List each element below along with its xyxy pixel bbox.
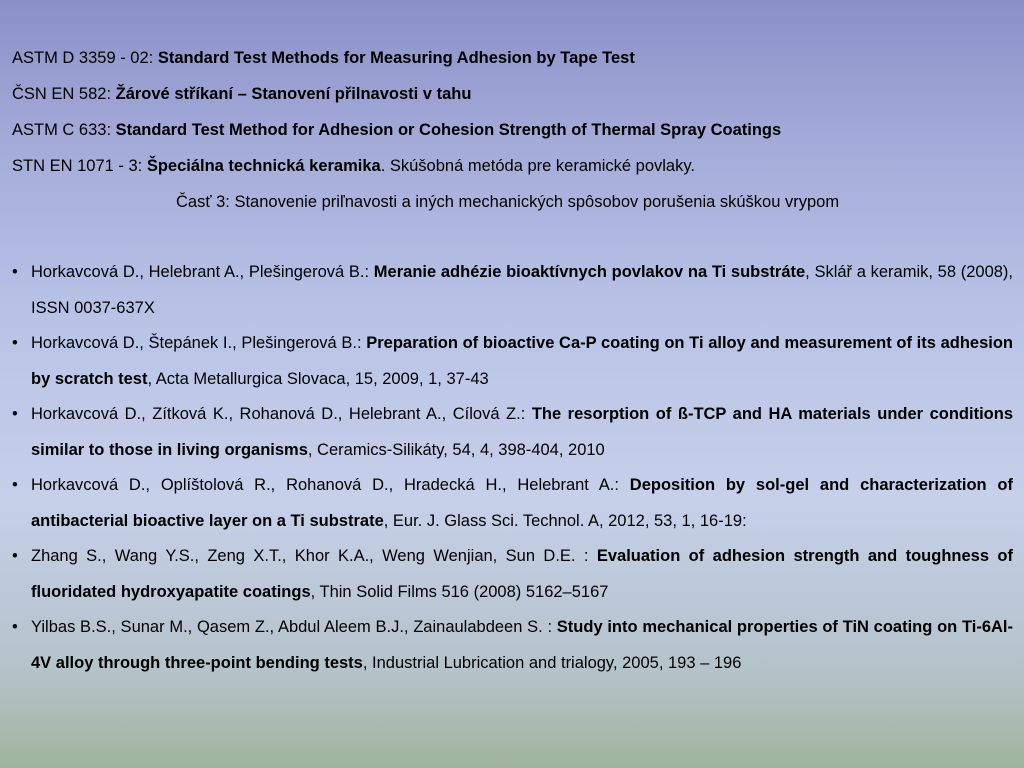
reference-authors: Yilbas B.S., Sunar M., Qasem Z., Abdul Aleem B.J., Zainaulabdeen S. : <box>31 618 557 636</box>
reference-title: Meranie adhézie bioaktívnych povlakov na Ti substráte <box>373 263 806 281</box>
standard-line <box>12 148 1012 184</box>
standard-code: STN EN 1071 - 3: <box>12 157 147 175</box>
reference-item <box>12 539 1013 610</box>
standard-title: Špeciálna technická keramika <box>146 157 381 175</box>
references-list <box>12 255 1013 681</box>
reference-item <box>12 326 1013 397</box>
standard-title: Standard Test Method for Adhesion or Cohesion Strength of Thermal Spray Coatings <box>115 121 782 139</box>
reference-title: Preparation of bioactive Ca-P coating on Ti alloy and measurement of its adhesion by scratch test <box>31 334 1014 388</box>
standard-title: Standard Test Methods for Measuring Adhesion by Tape Test <box>157 49 635 67</box>
standard-line <box>12 40 1012 76</box>
reference-authors: Zhang S., Wang Y.S., Zeng X.T., Khor K.A., Weng Wenjian, Sun D.E. : <box>31 547 597 565</box>
standard-subline: Časť 3: Stanovenie priľnavosti a iných mechanických spôsobov porušenia skúškou vrypom <box>176 193 840 211</box>
reference-authors: Horkavcová D., Štepánek I., Plešingerová B.: <box>31 334 367 352</box>
reference-source: , Thin Solid Films 516 (2008) 5162–5167 <box>310 582 609 601</box>
standard-code: ASTM D 3359 - 02: <box>12 49 158 67</box>
bullet-icon: • <box>12 618 18 636</box>
standard-line <box>12 76 1012 112</box>
bullet-icon: • <box>12 547 18 565</box>
reference-authors: Horkavcová D., Zítková K., Rohanová D., Helebrant A., Cílová Z.: <box>31 405 532 423</box>
bullet-icon: • <box>12 405 18 423</box>
standards-list <box>12 40 1012 220</box>
reference-title: Study into mechanical properties of TiN coating on Ti-6Al-4V alloy through three-point bending tests <box>31 618 1013 672</box>
bullet-icon: • <box>12 476 18 494</box>
reference-item <box>12 468 1013 539</box>
reference-title: The resorption of ß-TCP and HA materials under conditions similar to those in living organisms <box>31 405 1013 459</box>
reference-source: , Eur. J. Glass Sci. Technol. A, 2012, 53, 1, 16-19: <box>383 511 747 530</box>
standard-code: ČSN EN 582: <box>12 85 116 103</box>
reference-source: , Acta Metallurgica Slovaca, 15, 2009, 1, 37-43 <box>147 369 489 388</box>
reference-source: , Sklář a keramik, 58 (2008), ISSN 0037-637X <box>31 263 1014 317</box>
reference-item <box>12 255 1013 326</box>
reference-title: Deposition by sol-gel and characterization of antibacterial bioactive layer on a Ti substrate <box>31 476 1013 530</box>
reference-authors: Horkavcová D., Helebrant A., Plešingerová B.: <box>31 263 374 281</box>
bullet-icon: • <box>12 334 18 352</box>
standard-line <box>12 112 1012 148</box>
reference-authors: Horkavcová D., Oplíštolová R., Rohanová D., Hradecká H., Helebrant A.: <box>31 476 630 494</box>
standard-code: ASTM C 633: <box>12 121 116 139</box>
reference-source: , Industrial Lubrication and trialogy, 2005, 193 – 196 <box>362 653 742 672</box>
reference-item <box>12 610 1013 681</box>
bullet-icon: • <box>12 263 18 281</box>
standard-rest: . Skúšobná metóda pre keramické povlaky. <box>380 157 695 175</box>
reference-source: , Ceramics-Silikáty, 54, 4, 398-404, 2010 <box>307 440 605 459</box>
reference-title: Evaluation of adhesion strength and toughness of fluoridated hydroxyapatite coatings <box>31 547 1013 601</box>
standard-title: Žárové stříkaní – Stanovení přilnavosti v tahu <box>115 85 472 103</box>
reference-item <box>12 397 1013 468</box>
